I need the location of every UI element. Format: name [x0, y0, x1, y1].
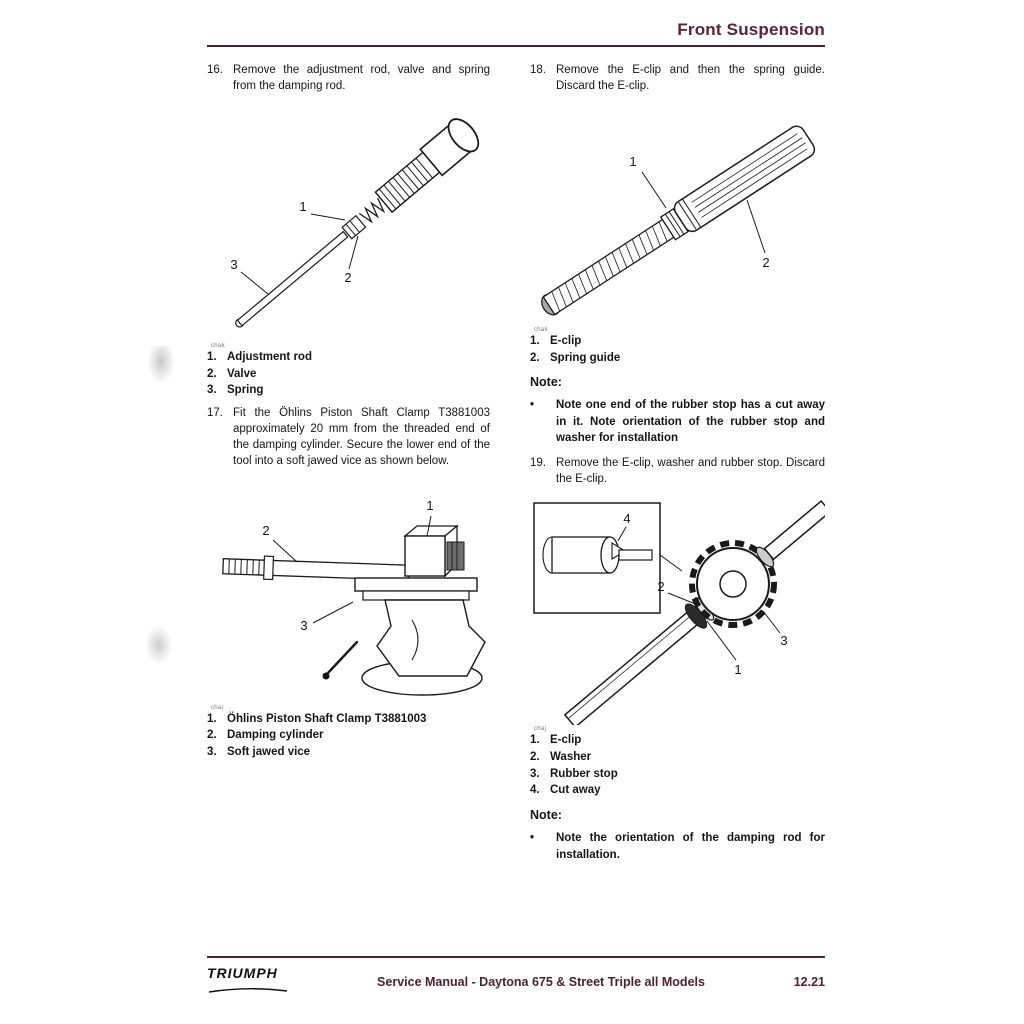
page-number: 12.21: [793, 975, 825, 989]
step-number: 18.: [530, 64, 546, 76]
callout-2: 2: [657, 579, 665, 595]
caption-number: 1.: [530, 334, 540, 347]
caption-row: [207, 384, 490, 398]
page-footer: [207, 956, 825, 999]
right-column: [530, 63, 825, 873]
step-number: 16.: [207, 64, 223, 76]
step-18: [530, 63, 825, 95]
caption-row: [207, 368, 490, 382]
left-column: [207, 63, 490, 873]
figure-captions: [207, 713, 490, 760]
logo-swoosh-icon: [207, 988, 289, 994]
caption-row: [530, 335, 825, 349]
damping-rod-upper: [765, 501, 825, 559]
caption-number: 1.: [530, 734, 540, 747]
caption-row: [207, 746, 490, 760]
damping-rod-lower: [565, 607, 704, 725]
note-bullet: [530, 830, 825, 863]
step-17: [207, 406, 490, 469]
caption-number: 1.: [207, 712, 217, 725]
caption-number: 3.: [530, 767, 540, 780]
clamp-tool-block: [405, 526, 464, 576]
footer-title: Service Manual - Daytona 675 & Street Triple all Models: [377, 975, 705, 989]
step-number: 19.: [530, 457, 546, 470]
caption-number: 1.: [207, 350, 217, 363]
two-column-layout: [207, 63, 825, 873]
caption-number: 3.: [207, 746, 217, 759]
step-19: [530, 456, 825, 488]
page-title: Front Suspension: [677, 20, 825, 39]
scan-smudge: [147, 346, 175, 384]
leader-line-2: [273, 540, 297, 562]
note-bullet: [530, 397, 825, 446]
note-text: Note one end of the rubber stop has a cut away in it. Note orientation of the rubber stop and washer for installation: [556, 399, 825, 444]
header-rule: [207, 45, 825, 47]
spring-guide-drawing: [530, 104, 825, 326]
figure-captions: [530, 734, 825, 798]
figure-credit: chak: [534, 326, 548, 333]
step-text: Fit the Öhlins Piston Shaft Clamp T3881003 approximately 20 mm from the threaded end of the damping cylinder. Secure the lower end of the tool into a soft jawed vice as shown below.: [233, 407, 490, 467]
caption-label: Öhlins Piston Shaft Clamp T3881003: [227, 712, 427, 725]
step-text: Remove the adjustment rod, valve and spring from the damping rod.: [233, 64, 490, 92]
fork-rod-assembly: [535, 123, 818, 323]
callout-2: 2: [344, 269, 352, 285]
caption-label: Damping cylinder: [227, 729, 324, 742]
caption-label: Adjustment rod: [227, 350, 312, 363]
step-text: Remove the E-clip, washer and rubber stop. Discard the E-clip.: [556, 457, 825, 486]
vice-drawing: [207, 492, 490, 704]
leader-line-3: [763, 611, 780, 633]
caption-label: Washer: [550, 750, 592, 763]
caption-row: [207, 713, 490, 727]
caption-number: 4.: [530, 784, 540, 797]
caption-row: [530, 768, 825, 782]
caption-row: [530, 784, 825, 798]
callout-2: 2: [762, 254, 770, 270]
vice-body: [323, 578, 486, 695]
figure-rubber-stop: [530, 497, 825, 798]
caption-number: 2.: [530, 750, 540, 763]
callout-2: 2: [262, 522, 270, 538]
leader-line-1: [311, 214, 345, 220]
page-content: [207, 20, 825, 873]
cut-away-inset-box: [534, 503, 660, 613]
bullet-icon: •: [530, 832, 535, 845]
step-text: Remove the E-clip and then the spring guide. Discard the E-clip.: [556, 64, 825, 92]
callout-3: 3: [780, 633, 788, 649]
leader-line-2: [747, 200, 765, 253]
caption-number: 2.: [207, 729, 217, 742]
triumph-logo-text: TRIUMPH: [207, 965, 278, 981]
caption-label: Spring: [227, 384, 264, 397]
figure-credit: chaj: [534, 726, 547, 733]
caption-number: 2.: [207, 367, 217, 380]
callout-1: 1: [426, 497, 434, 513]
caption-row: [530, 352, 825, 366]
callout-3: 3: [230, 256, 238, 272]
rod-assembly: [224, 113, 484, 339]
rubber-stop-drawing: [530, 497, 825, 725]
caption-row: [207, 729, 490, 743]
note-text: Note the orientation of the damping rod for installation.: [556, 832, 825, 861]
caption-number: 2.: [530, 351, 540, 364]
caption-label: Rubber stop: [550, 767, 618, 780]
callout-4: 4: [623, 511, 631, 527]
damping-rod-drawing: [207, 104, 490, 342]
callout-1: 1: [629, 153, 637, 169]
figure-credit: chak: [211, 342, 225, 349]
leader-line-2: [349, 236, 358, 269]
caption-row: [530, 734, 825, 748]
triumph-logo: [207, 965, 317, 999]
leader-line-1: [642, 172, 666, 208]
figure-captions: [530, 335, 825, 366]
caption-row: [530, 751, 825, 765]
figure-captions: [207, 351, 490, 398]
callout-1: 1: [734, 662, 742, 678]
caption-label: Soft jawed vice: [227, 746, 311, 759]
footer-rule: [207, 956, 825, 958]
step-number: 17.: [207, 407, 223, 420]
caption-number: 3.: [207, 384, 217, 397]
leader-line-3: [241, 272, 268, 294]
caption-label: E-clip: [550, 334, 582, 347]
caption-label: E-clip: [550, 734, 582, 747]
callout-3: 3: [300, 617, 308, 633]
bullet-icon: •: [530, 399, 535, 412]
callout-1: 1: [299, 198, 307, 214]
caption-label: Valve: [227, 367, 257, 380]
caption-label: Cut away: [550, 784, 601, 797]
figure-damping-rod-components: [207, 104, 490, 398]
leader-line-3: [313, 602, 353, 623]
step-16: [207, 63, 490, 95]
caption-row: [207, 351, 490, 365]
footer-row: [207, 965, 825, 999]
caption-label: Spring guide: [550, 351, 621, 364]
figure-spring-guide: [530, 104, 825, 366]
inset-pointer-line: [660, 555, 682, 571]
scan-smudge: [147, 625, 173, 665]
note-heading: Note:: [530, 808, 562, 823]
figure-credit: chaj: [211, 704, 224, 711]
note-heading: Note:: [530, 375, 562, 390]
figure-clamp-in-vice: [207, 492, 490, 760]
